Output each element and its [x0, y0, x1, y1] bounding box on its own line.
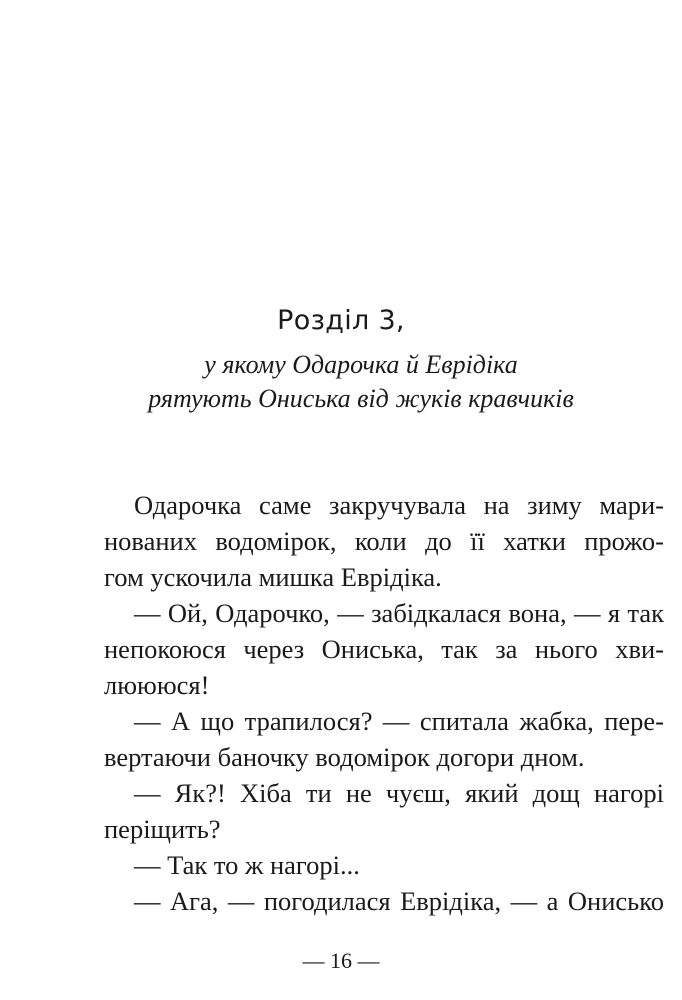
- text-line: — Так то ж нагорі...: [134, 850, 360, 880]
- text-line: люююся!: [104, 670, 210, 700]
- text-line: гом ускочила мишка Еврідіка.: [104, 562, 442, 592]
- chapter-title: Розділ 3,: [277, 305, 405, 336]
- page-number: — 16 —: [302, 948, 380, 973]
- text-line: періщить?: [104, 814, 221, 844]
- chapter-subtitle-line-2: рятують Ониська від жуків кравчиків: [148, 384, 574, 413]
- text-line: — Як?! Хіба ти не чуєш, який дощ нагорі: [134, 778, 664, 808]
- text-line: вертаючи баночку водомірок догори дном.: [104, 742, 585, 772]
- text-line: Одарочка саме закручувала на зиму мари-: [134, 490, 664, 520]
- text-line: — Ой, Одарочко, — забідкалася вона, — я так: [134, 598, 664, 628]
- text-line: — А що трапилося? — спитала жабка, пере-: [134, 706, 664, 736]
- text-line: нованих водомірок, коли до її хатки прожо-: [104, 526, 664, 556]
- chapter-subtitle-line-1: у якому Одарочка й Еврідіка: [204, 350, 518, 379]
- text-line: — Ага, — погодилася Еврідіка, — а Онисько: [134, 886, 664, 916]
- body-text: [104, 487, 664, 919]
- text-line: непокоюся через Ониська, так за нього хви-: [104, 634, 664, 664]
